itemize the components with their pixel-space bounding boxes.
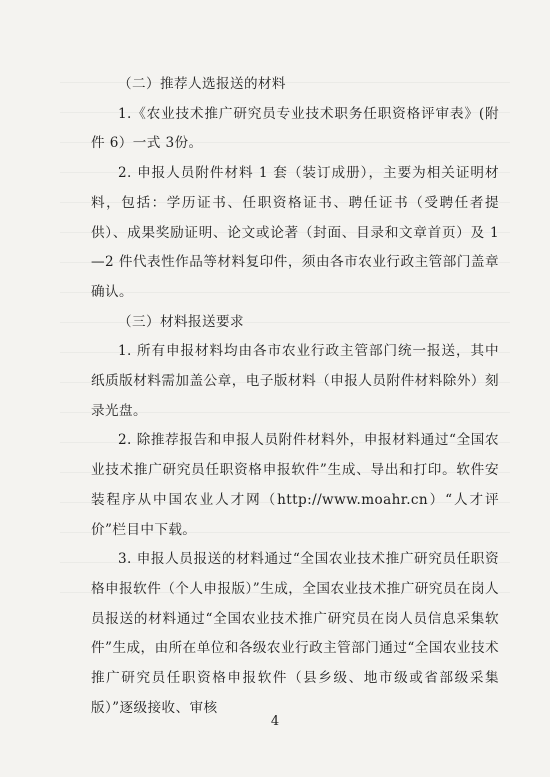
page-number: 4 <box>270 714 280 729</box>
paragraph-2-1: 1.《农业技术推广研究员专业技术职务任职资格评审表》(附件 6）一式 3份。 <box>91 105 499 152</box>
section-heading-3: （三）材料报送要求 <box>118 313 244 330</box>
paragraph-3-2: 2. 除推荐报告和申报人员附件材料外，申报材料通过“全国农业技术推广研究员任职资格申报软件”生成、导出和打印。软件安装程序从中国农业人才网（http://www.moahr.cn）“人才评价”栏目中下载。 <box>91 432 499 538</box>
section-heading-2: （二）推荐人选报送的材料 <box>118 76 286 92</box>
paragraph-3-1: 1. 所有申报材料均由各市农业行政主管部门统一报送，其中纸质版材料需加盖公章，电子版材料（申报人员附件材料除外）刻录光盘。 <box>91 343 499 419</box>
body-text <box>91 70 499 723</box>
paragraph-2-2: 2. 申报人员附件材料 1 套（装订成册），主要为相关证明材料，包括：学历证书、任职资格证书、聘任证书（受聘任者提供）、成果奖励证明、论文或论著（封面、目录和文章首页）及 1—2 件代表性作品等材料复印件，须由各市农业行政主管部门盖章确认。 <box>91 165 499 300</box>
paragraph-3-3: 3. 申报人员报送的材料通过“全国农业技术推广研究员任职资格申报软件（个人申报版）”生成，全国农业技术推广研究员在岗人员报送的材料通过“全国农业技术推广研究员在岗人员信息采集软件”生成，由所在单位和各级农业行政主管部门通过“全国农业技术推广研究员任职资格申报软件（县乡级、地市级或省部级采集版）”逐级接收、审核 <box>91 551 499 716</box>
